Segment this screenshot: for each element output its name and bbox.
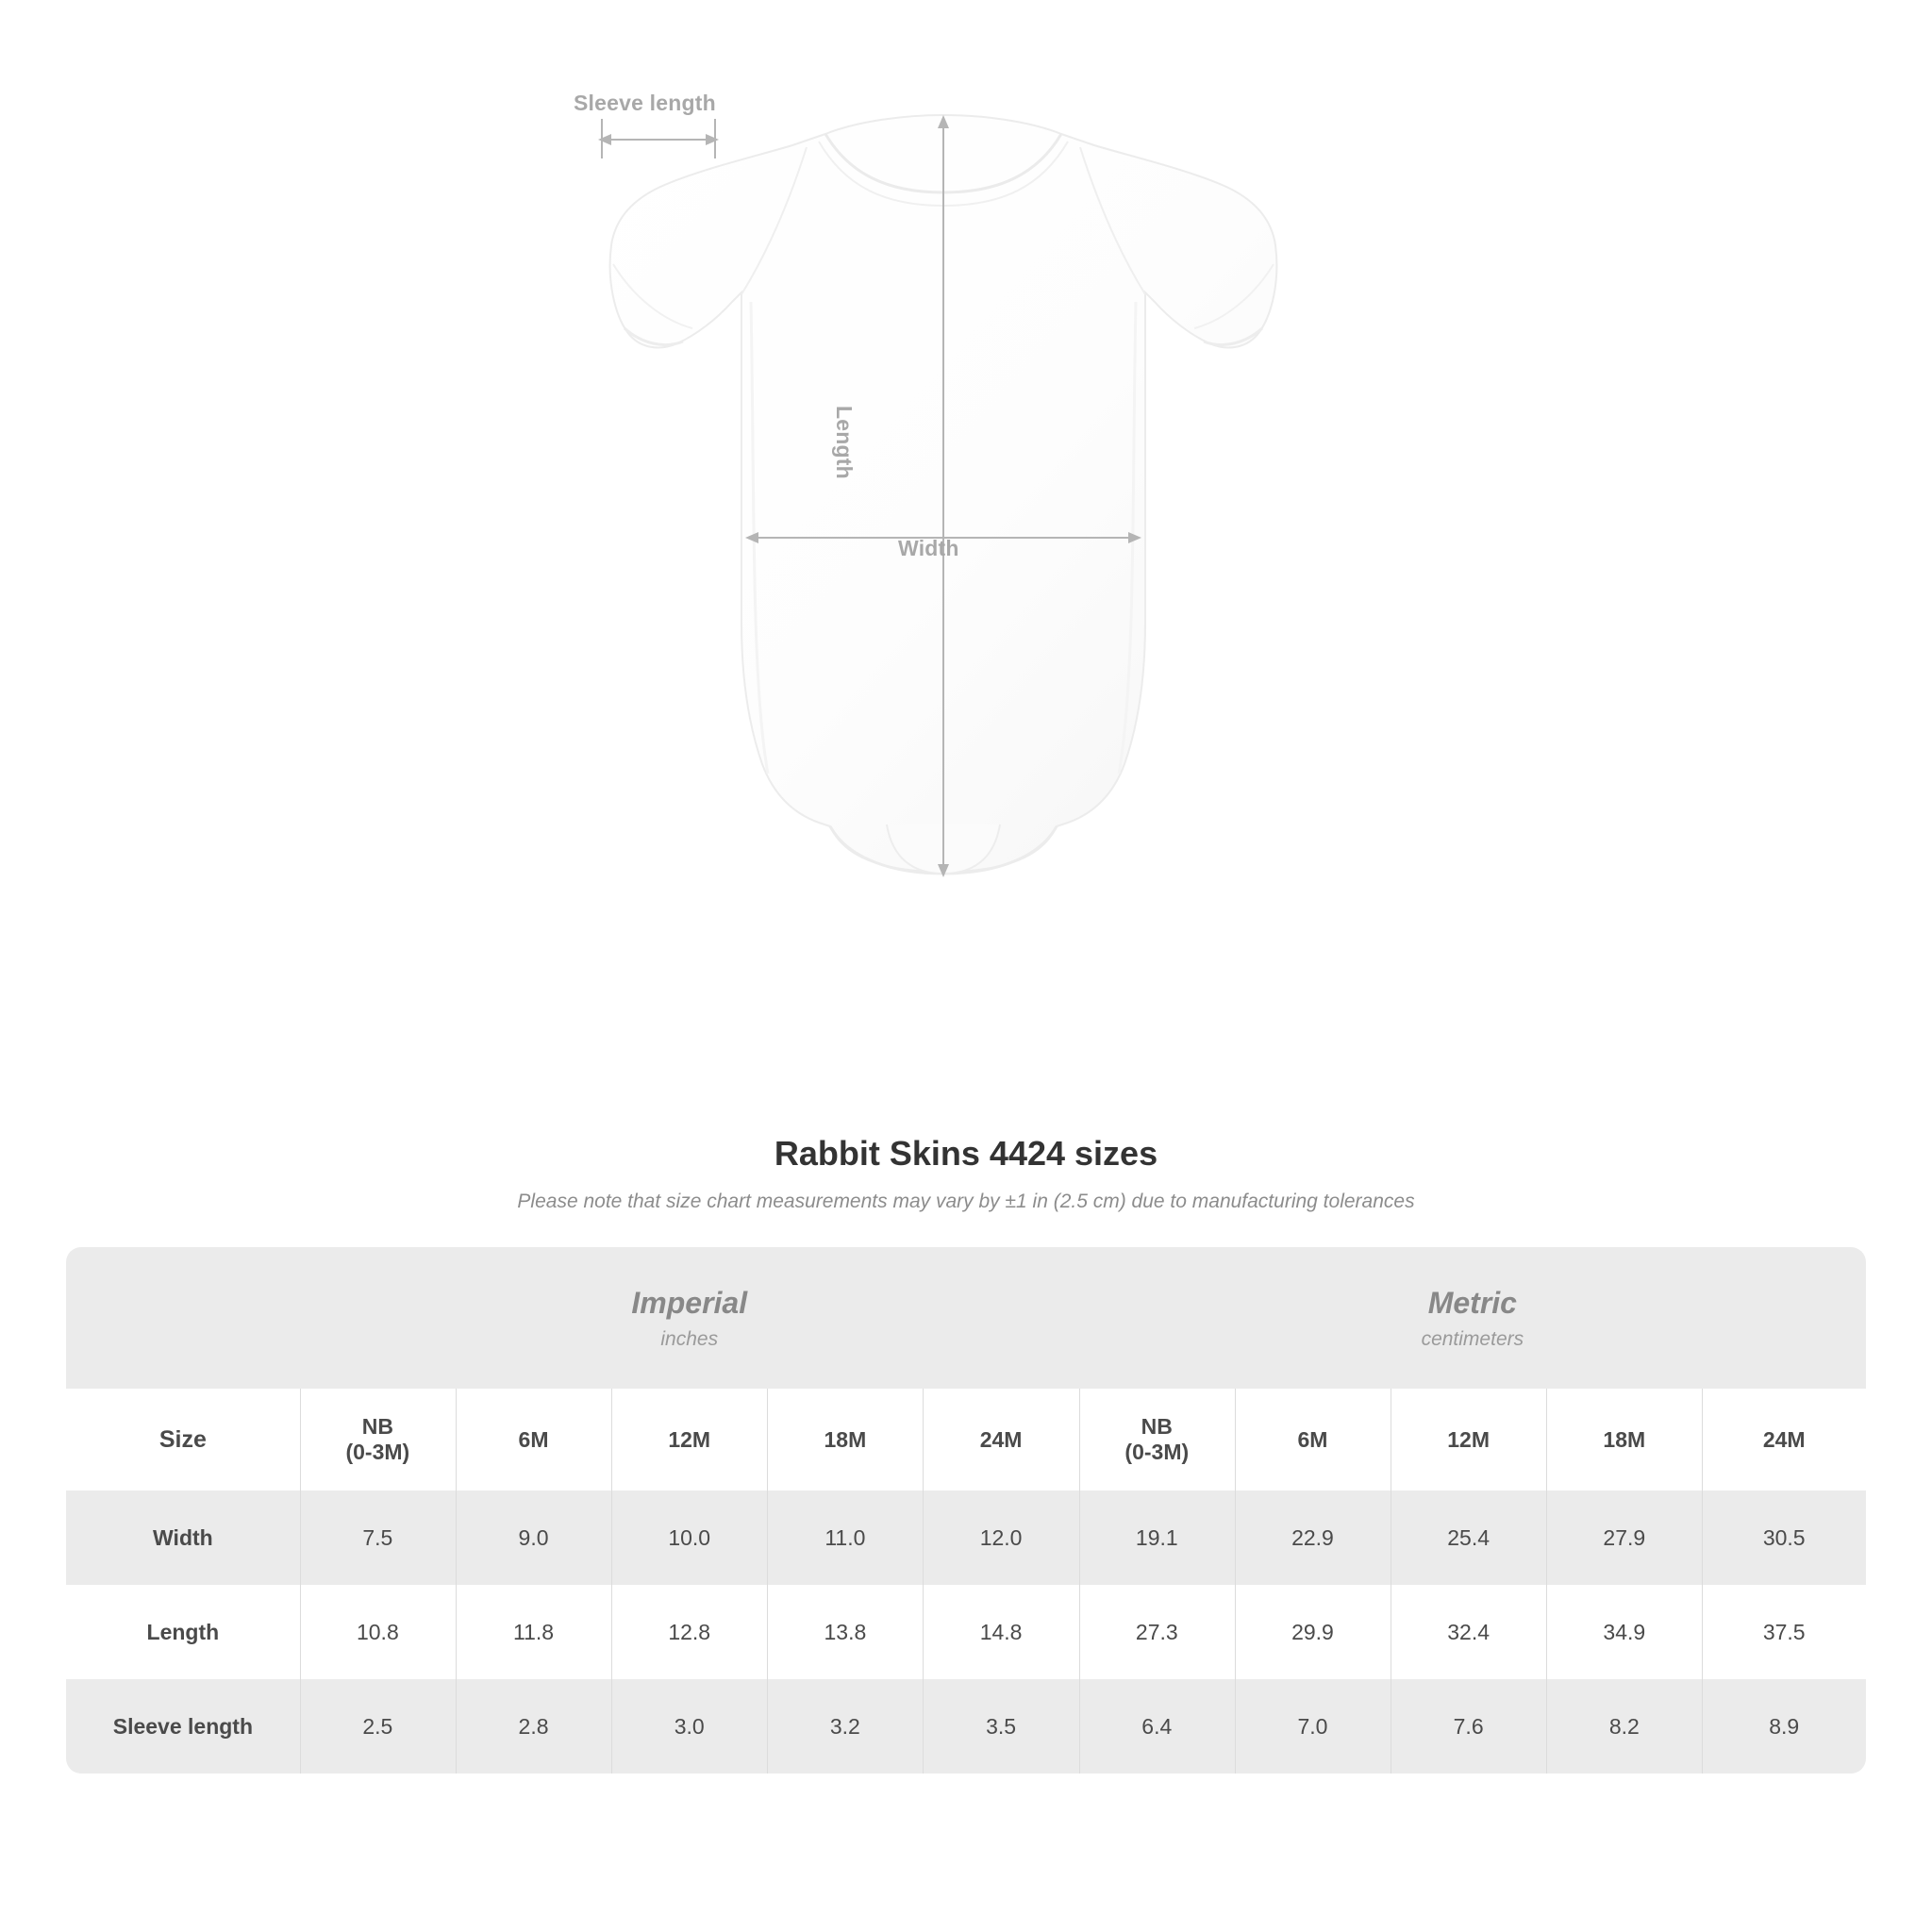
cell-width-6m-metric: 22.9 bbox=[1235, 1491, 1391, 1585]
cell-width-24m-metric: 30.5 bbox=[1702, 1491, 1866, 1585]
column-header-18m-metric: 18M bbox=[1546, 1389, 1702, 1491]
column-header-6m-imperial: 6M bbox=[456, 1389, 611, 1491]
cell-length-nb-imperial: 10.8 bbox=[300, 1585, 456, 1679]
sleeve-length-dimension-label: Sleeve length bbox=[574, 91, 716, 115]
column-header-24m-imperial: 24M bbox=[923, 1389, 1078, 1491]
length-dimension-label: Length bbox=[832, 406, 857, 479]
cell-length-18m-imperial: 13.8 bbox=[767, 1585, 923, 1679]
cell-length-18m-metric: 34.9 bbox=[1546, 1585, 1702, 1679]
row-label-sleeve-length: Sleeve length bbox=[66, 1679, 300, 1774]
unit-header-imperial bbox=[300, 1247, 1079, 1389]
row-label-width: Width bbox=[66, 1491, 300, 1585]
cell-width-nb-imperial: 7.5 bbox=[300, 1491, 456, 1585]
column-header-nb-metric bbox=[1079, 1389, 1235, 1491]
column-header-12m-metric: 12M bbox=[1391, 1389, 1546, 1491]
unit-header-row bbox=[66, 1247, 1866, 1389]
cell-length-12m-metric: 32.4 bbox=[1391, 1585, 1546, 1679]
cell-sleeve-6m-metric: 7.0 bbox=[1235, 1679, 1391, 1774]
title-block bbox=[0, 1134, 1932, 1213]
cell-length-24m-metric: 37.5 bbox=[1702, 1585, 1866, 1679]
cell-width-18m-imperial: 11.0 bbox=[767, 1491, 923, 1585]
table-row bbox=[66, 1679, 1866, 1774]
unit-imperial-sub: inches bbox=[660, 1327, 719, 1350]
cell-sleeve-24m-metric: 8.9 bbox=[1702, 1679, 1866, 1774]
cell-width-nb-metric: 19.1 bbox=[1079, 1491, 1235, 1585]
column-header-nb-imperial bbox=[300, 1389, 456, 1491]
size-header-row bbox=[66, 1389, 1866, 1491]
cell-length-6m-imperial: 11.8 bbox=[456, 1585, 611, 1679]
column-header-18m-imperial: 18M bbox=[767, 1389, 923, 1491]
cell-sleeve-24m-imperial: 3.5 bbox=[923, 1679, 1078, 1774]
size-table-wrapper bbox=[66, 1247, 1866, 1774]
column-header-12m-imperial: 12M bbox=[611, 1389, 767, 1491]
cell-length-6m-metric: 29.9 bbox=[1235, 1585, 1391, 1679]
size-table bbox=[66, 1247, 1866, 1774]
cell-width-6m-imperial: 9.0 bbox=[456, 1491, 611, 1585]
column-header-6m-metric: 6M bbox=[1235, 1389, 1391, 1491]
cell-width-12m-imperial: 10.0 bbox=[611, 1491, 767, 1585]
unit-header-metric bbox=[1079, 1247, 1866, 1389]
unit-imperial-name: Imperial bbox=[631, 1285, 748, 1320]
bodysuit-svg bbox=[566, 113, 1321, 1057]
cell-length-12m-imperial: 12.8 bbox=[611, 1585, 767, 1679]
cell-sleeve-18m-imperial: 3.2 bbox=[767, 1679, 923, 1774]
column-header-nb-metric-sub: (0-3M) bbox=[1124, 1440, 1190, 1464]
row-label-length: Length bbox=[66, 1585, 300, 1679]
cell-sleeve-nb-imperial: 2.5 bbox=[300, 1679, 456, 1774]
cell-width-24m-imperial: 12.0 bbox=[923, 1491, 1078, 1585]
cell-sleeve-nb-metric: 6.4 bbox=[1079, 1679, 1235, 1774]
tolerance-note: Please note that size chart measurements may vary by ±1 in (2.5 cm) due to manufacturing tolerances bbox=[517, 1191, 1415, 1212]
column-header-nb-imperial-label: NB bbox=[361, 1414, 393, 1439]
width-dimension-label: Width bbox=[898, 536, 959, 560]
cell-width-18m-metric: 27.9 bbox=[1546, 1491, 1702, 1585]
unit-metric-sub: centimeters bbox=[1421, 1327, 1524, 1350]
table-row bbox=[66, 1491, 1866, 1585]
bodysuit-drawing bbox=[566, 113, 1321, 1057]
cell-sleeve-18m-metric: 8.2 bbox=[1546, 1679, 1702, 1774]
cell-width-12m-metric: 25.4 bbox=[1391, 1491, 1546, 1585]
column-header-24m-metric: 24M bbox=[1702, 1389, 1866, 1491]
cell-sleeve-12m-imperial: 3.0 bbox=[611, 1679, 767, 1774]
cell-sleeve-6m-imperial: 2.8 bbox=[456, 1679, 611, 1774]
column-header-nb-metric-label: NB bbox=[1141, 1414, 1173, 1439]
column-header-nb-imperial-sub: (0-3M) bbox=[345, 1440, 410, 1464]
column-header-size: Size bbox=[66, 1389, 300, 1491]
unit-header-spacer bbox=[66, 1247, 300, 1389]
cell-length-24m-imperial: 14.8 bbox=[923, 1585, 1078, 1679]
table-row bbox=[66, 1585, 1866, 1679]
cell-sleeve-12m-metric: 7.6 bbox=[1391, 1679, 1546, 1774]
unit-metric-name: Metric bbox=[1427, 1285, 1517, 1320]
page-title: Rabbit Skins 4424 sizes bbox=[774, 1134, 1158, 1173]
cell-length-nb-metric: 27.3 bbox=[1079, 1585, 1235, 1679]
